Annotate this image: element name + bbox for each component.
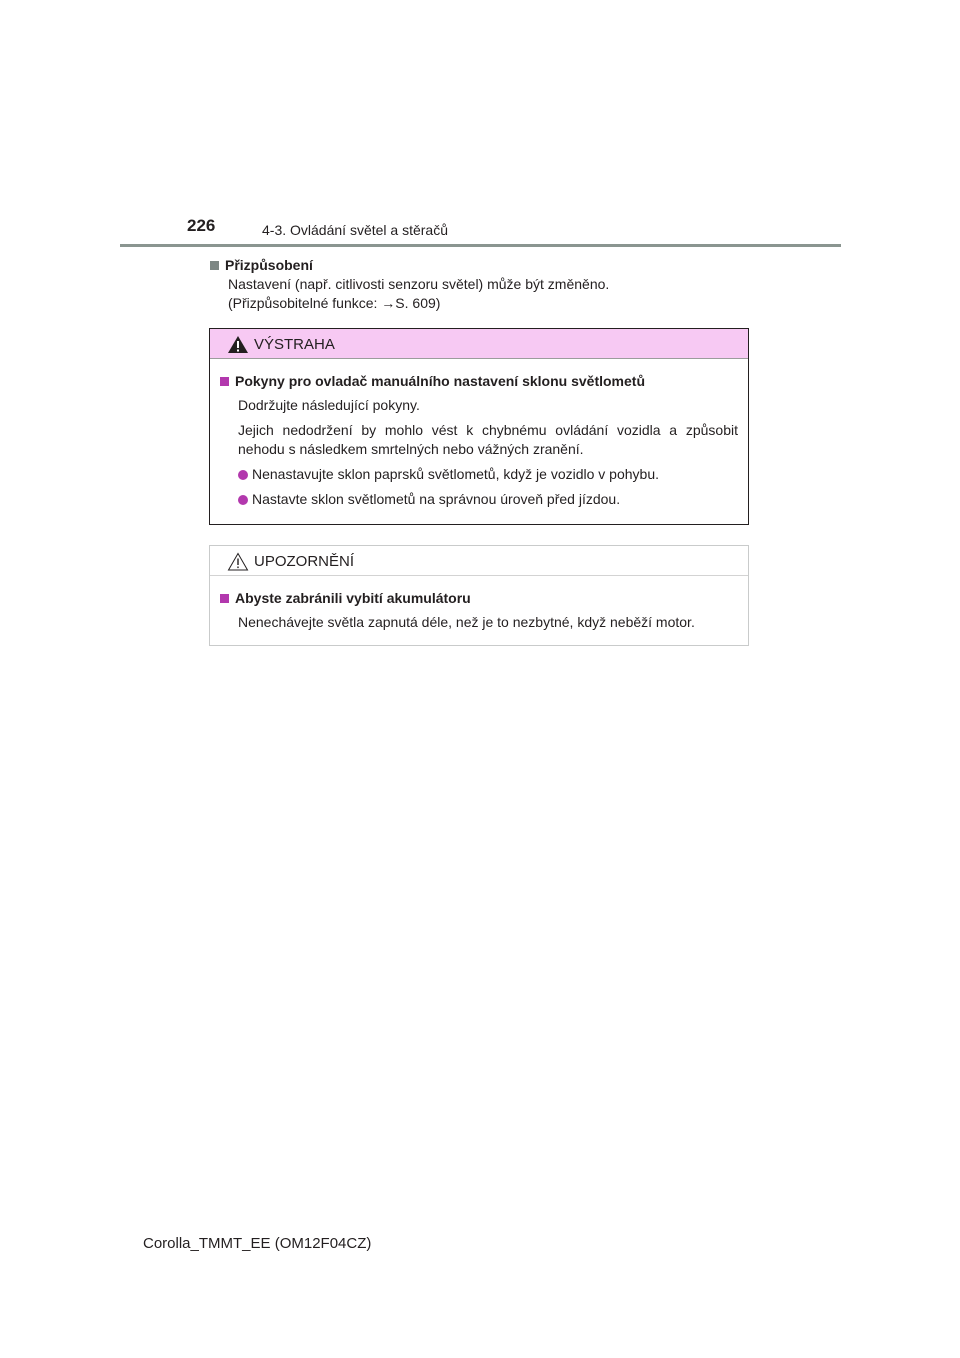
list-item: Nastavte sklon světlometů na správnou úroveň před jízdou. xyxy=(220,490,738,509)
page-number: 226 xyxy=(187,216,216,235)
list-item: Nenastavujte sklon paprsků světlometů, když je vozidlo v pohybu. xyxy=(220,465,738,484)
bullet-dot-icon xyxy=(238,495,248,505)
bullet-dot-icon xyxy=(238,470,248,480)
warning-triangle-icon xyxy=(227,335,249,354)
warning-title: VÝSTRAHA xyxy=(254,336,335,353)
caution-triangle-icon xyxy=(227,552,249,571)
header-divider xyxy=(120,244,841,247)
intro-section xyxy=(210,256,750,313)
square-bullet-icon xyxy=(220,594,229,603)
page-footer: Corolla_TMMT_EE (OM12F04CZ) xyxy=(143,1235,372,1252)
notice-paragraph-1: Nenechávejte světla zapnutá déle, než je to nezbytné, když neběží motor. xyxy=(238,614,695,630)
notice-box xyxy=(209,545,749,646)
notice-title: UPOZORNĚNÍ xyxy=(254,553,355,570)
intro-heading: Přizpůsobení xyxy=(225,257,313,273)
warning-body xyxy=(210,359,748,509)
warning-paragraph-1: Dodržujte následující pokyny. xyxy=(238,397,420,413)
intro-reference: (Přizpůsobitelné funkce: →S. 609) xyxy=(228,295,441,311)
square-bullet-icon xyxy=(220,377,229,386)
warning-paragraph-2: Jejich nedodržení by mohlo vést k chybnému ovládání vozidla a způsobit nehodu s následkem smrtelných nebo vážných zranění. xyxy=(238,422,738,457)
notice-header xyxy=(210,546,748,576)
intro-text: Nastavení (např. citlivosti senzoru světel) může být změněno. xyxy=(228,276,610,292)
warning-box xyxy=(209,328,749,525)
square-bullet-icon xyxy=(210,261,219,270)
section-title: 4-3. Ovládání světel a stěračů xyxy=(262,222,448,238)
warning-heading: Pokyny pro ovladač manuálního nastavení sklonu světlometů xyxy=(235,373,645,389)
warning-header xyxy=(210,329,748,359)
notice-body xyxy=(210,576,748,632)
notice-heading: Abyste zabránili vybití akumulátoru xyxy=(235,590,471,606)
